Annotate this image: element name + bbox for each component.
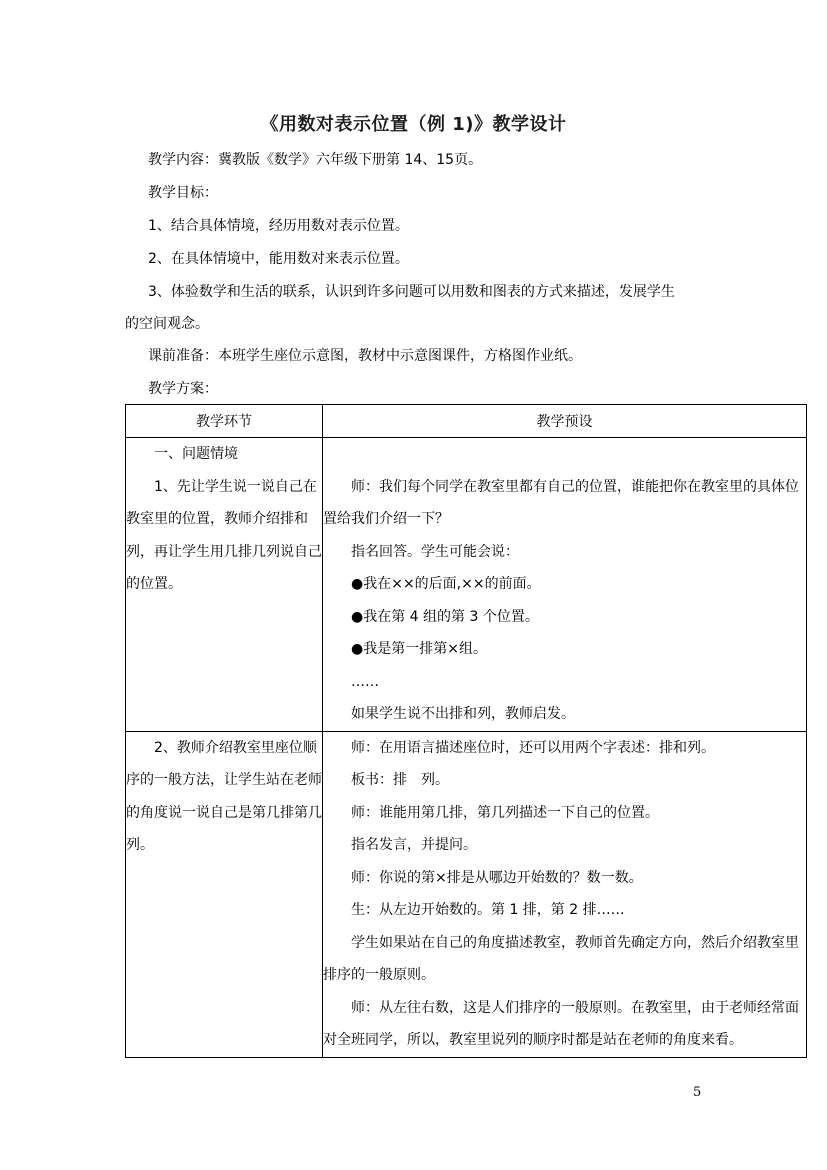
plan-line: …… [351, 673, 379, 690]
teaching-content: 教学内容：冀教版《数学》六年级下册第 14、15页。 [148, 152, 483, 168]
plan-line: 师：我们每个同学在教室里都有自己的位置，谁能把你在教室里的具体位置给我们介绍一下？ [323, 478, 799, 527]
table-row [126, 438, 807, 732]
goal-2: 2、在具体情境中，能用数对来表示位置。 [148, 251, 409, 267]
goal-3-line-1: 3、体验数学和生活的联系，认识到许多问题可以用数和图表的方式来描述，发展学生 [148, 284, 675, 300]
header-teaching-stage: 教学环节 [126, 405, 323, 438]
table-row [126, 731, 807, 1057]
plan-line: 指名发言，并提问。 [351, 837, 477, 853]
header-teaching-plan: 教学预设 [323, 405, 807, 438]
stage-cell [126, 731, 323, 1057]
stage-cell [126, 438, 323, 732]
plan-line: ●我在第 4 组的第 3 个位置。 [351, 608, 539, 625]
plan-line: ●我在××的后面,××的前面。 [351, 576, 541, 592]
stage-title: 一、问题情境 [154, 446, 238, 462]
plan-cell [323, 438, 807, 732]
preparation: 课前准备：本班学生座位示意图，教材中示意图课件，方格图作业纸。 [148, 348, 582, 364]
teaching-plan-table [125, 404, 807, 1058]
plan-line: 学生如果站在自己的角度描述教室，教师首先确定方向，然后介绍教室里排序的一般原则。 [323, 934, 799, 983]
plan-cell [323, 731, 807, 1057]
page-number: 5 [693, 1085, 702, 1100]
plan-line [323, 438, 806, 471]
plan-line: 生：从左边开始数的。第 1 排，第 2 排…… [351, 902, 625, 918]
goal-3-line-2: 的空间观念。 [125, 316, 209, 332]
plan-line: 指名回答。学生可能会说： [351, 543, 519, 560]
plan-line: 师：你说的第×排是从哪边开始数的？数一数。 [351, 869, 643, 886]
plan-line: 师：在用语言描述座位时，还可以用两个字表述：排和列。 [351, 739, 715, 756]
plan-line: 师：谁能用第几排，第几列描述一下自己的位置。 [351, 804, 659, 821]
table-header-row [126, 405, 807, 438]
goals-heading: 教学目标： [148, 185, 218, 201]
plan-line: ●我是第一排第×组。 [351, 641, 487, 657]
plan-line: 师：从左往右数，这是人们排序的一般原则。在教室里，由于老师经常面对全班同学，所以，教室里说列的顺序时都是站在老师的角度来看。 [323, 999, 799, 1048]
stage-description: 2、教师介绍教室里座位顺序的一般方法，让学生站在老师的角度说一说自己是第几排第几列。 [126, 739, 322, 853]
plan-heading: 教学方案： [148, 381, 218, 397]
stage-description: 1、先让学生说一说自己在教室里的位置，教师介绍排和列，再让学生用几排几列说自己的位置。 [126, 478, 322, 592]
plan-line: 如果学生说不出排和列，教师启发。 [351, 706, 575, 722]
plan-line: 板书：排 列。 [351, 772, 449, 788]
goal-1: 1、结合具体情境，经历用数对表示位置。 [148, 218, 409, 234]
page-title: 《用数对表示位置（例 1)》教学设计 [260, 114, 567, 135]
